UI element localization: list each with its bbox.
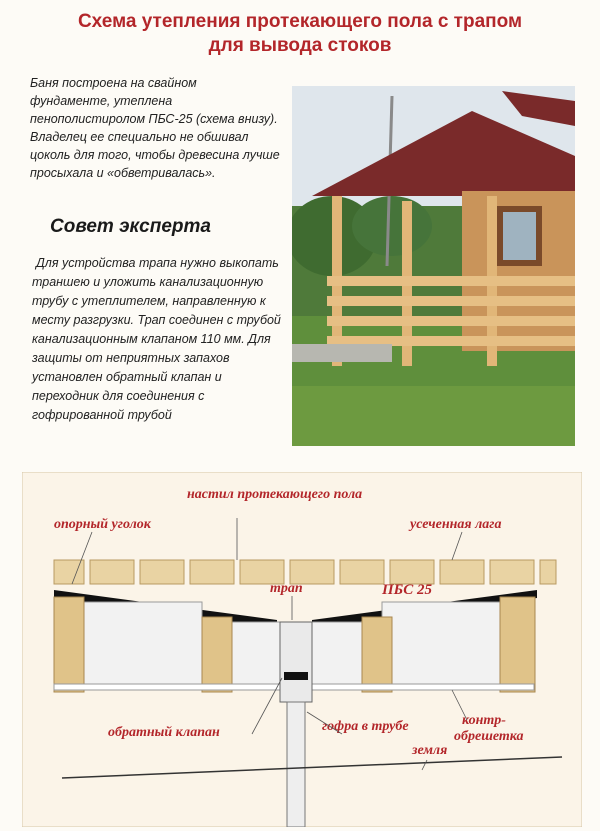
page-title <box>0 10 600 58</box>
title-line-2: для вывода стоков <box>208 35 392 56</box>
title-line-1: Схема утепления протекающего пола с трапом <box>77 11 523 32</box>
insulation-diagram <box>22 472 582 827</box>
label-drain: трап <box>270 581 303 596</box>
bathhouse-photo <box>292 86 575 446</box>
label-pbs: ПБС 25 <box>382 582 432 598</box>
label-check-valve: обратный клапан <box>108 725 220 740</box>
label-cut-joist: усеченная лага <box>410 517 502 532</box>
label-corrugation: гофра в трубе <box>322 719 409 734</box>
label-support-angle: опорный уголок <box>54 517 151 532</box>
label-counter-batten-1: контр- <box>462 713 506 728</box>
label-ground: земля <box>412 743 448 758</box>
expert-text: Для устройства трапа нужно выкопать траншею и уложить канализационную трубу с утеплителем, направленную к месту разгрузки. Трап соединен с трубой канализационным клапаном 110 мм. Для защиты от неприятных запахов установлен обратный клапан и переходник для соединения с гофрированной трубой <box>32 256 281 422</box>
label-top: настил протекающего пола <box>187 487 363 502</box>
label-counter-batten-2: обрешетка <box>454 729 524 744</box>
intro-text: Баня построена на свайном фундаменте, утеплена пенополистиролом ПБС-25 (схема внизу). Владелец ее специально не обшивал цоколь для того, чтобы древесина лучше просыхала и «обветривалась». <box>30 76 280 180</box>
expert-heading: Совет эксперта <box>50 216 211 237</box>
